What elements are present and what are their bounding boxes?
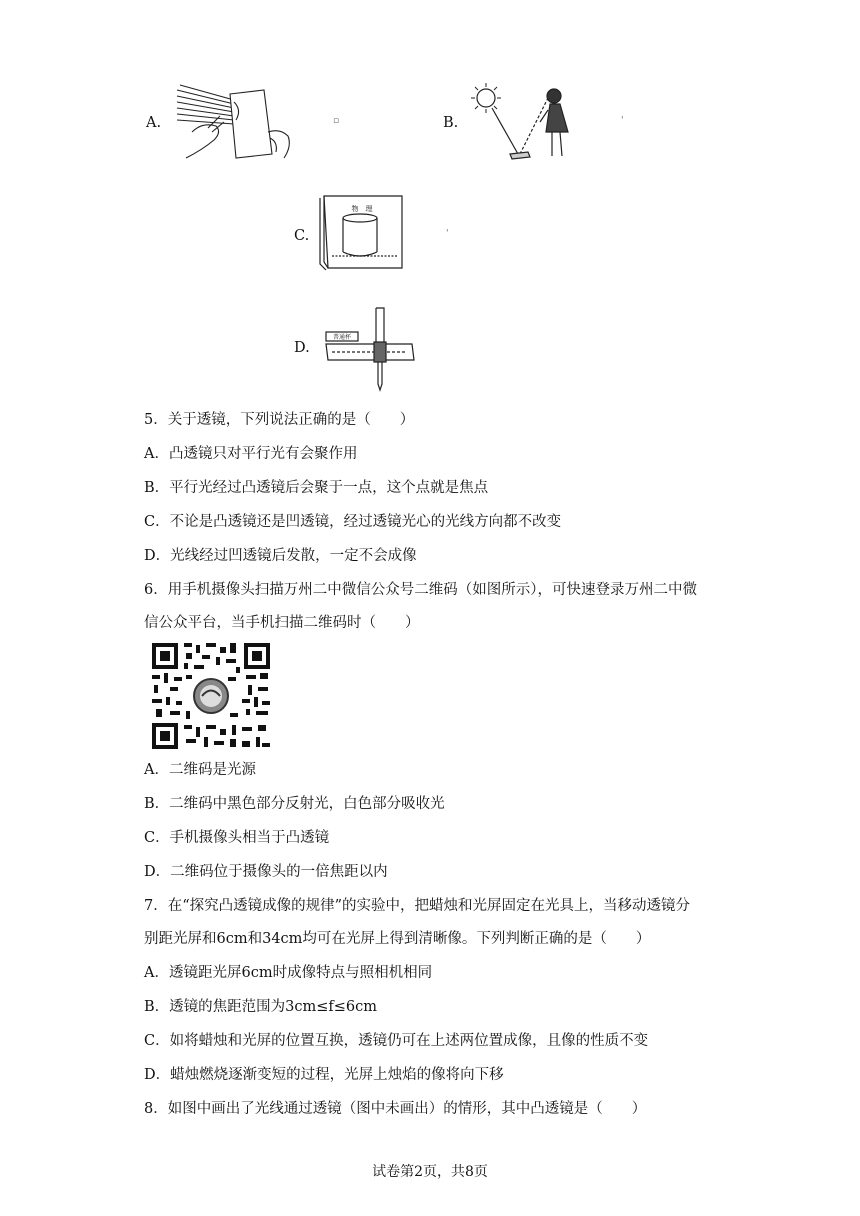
q7-stem-line2: 别距光屏和6cm和34cm均可在光屏上得到清晰像。下列判断正确的是（ ） xyxy=(144,931,651,947)
q5-option-a: A．凸透镜只对平行光有会聚作用 xyxy=(144,446,358,462)
q6-option-c: C．手机摄像头相当于凸透镜 xyxy=(144,830,330,846)
option-d-label: D. xyxy=(294,340,310,356)
page-footer: 试卷第2页，共8页 xyxy=(372,1164,488,1180)
sun-reflection-girl-figure xyxy=(470,80,585,166)
option-a-label: A. xyxy=(146,115,162,131)
light-through-paper-figure xyxy=(172,82,297,168)
option-b-label: B. xyxy=(443,115,459,131)
q6-option-d: D．二维码位于摄像头的一倍焦距以内 xyxy=(144,864,388,880)
q5-option-d: D．光线经过凹透镜后发散，一定不会成像 xyxy=(144,548,417,564)
q7-option-c: C．如将蜡烛和光屏的位置互换，透镜仍可在上述两位置成像，且像的性质不变 xyxy=(144,1033,649,1049)
q6-option-a: A．二维码是光源 xyxy=(144,762,256,778)
q7-stem-line1: 7．在“探究凸透镜成像的规律”的实验中，把蜡烛和光屏固定在光具上，当移动透镜分 xyxy=(144,898,691,914)
q5-option-b: B．平行光经过凸透镜后会聚于一点，这个点就是焦点 xyxy=(144,480,489,496)
q8-stem: 8．如图中画出了光线通过透镜（图中未画出）的情形，其中凸透镜是（ ） xyxy=(144,1101,647,1117)
q5-option-c: C．不论是凸透镜还是凹透镜，经过透镜光心的光线方向都不改变 xyxy=(144,514,562,530)
q7-option-a: A．透镜距光屏6cm时成像特点与照相机相同 xyxy=(144,965,433,981)
glass-over-book-figure xyxy=(318,190,408,274)
option-c-label: C. xyxy=(294,228,310,244)
q6-stem-line2: 信公众平台，当手机扫描二维码时（ ） xyxy=(144,615,420,631)
book-title-text: 物 理 xyxy=(351,205,373,213)
q5-stem: 5．关于透镜，下列说法正确的是（ ） xyxy=(144,412,415,428)
pen-behind-glass-block-figure xyxy=(320,302,420,392)
q7-option-b: B．透镜的焦距范围为3cm≤f≤6cm xyxy=(144,999,378,1015)
q6-stem-line1: 6．用手机摄像头扫描万州二中微信公众号二维码（如图所示），可快速登录万州二中微 xyxy=(144,582,697,598)
q6-option-b: B．二维码中黑色部分反射光，白色部分吸收光 xyxy=(144,796,445,812)
q7-option-d: D．蜡烛燃烧逐渐变短的过程，光屏上烛焰的像将向下移 xyxy=(144,1067,504,1083)
qr-code-image xyxy=(150,641,272,751)
block-label-text: 普通杯 xyxy=(332,334,352,341)
